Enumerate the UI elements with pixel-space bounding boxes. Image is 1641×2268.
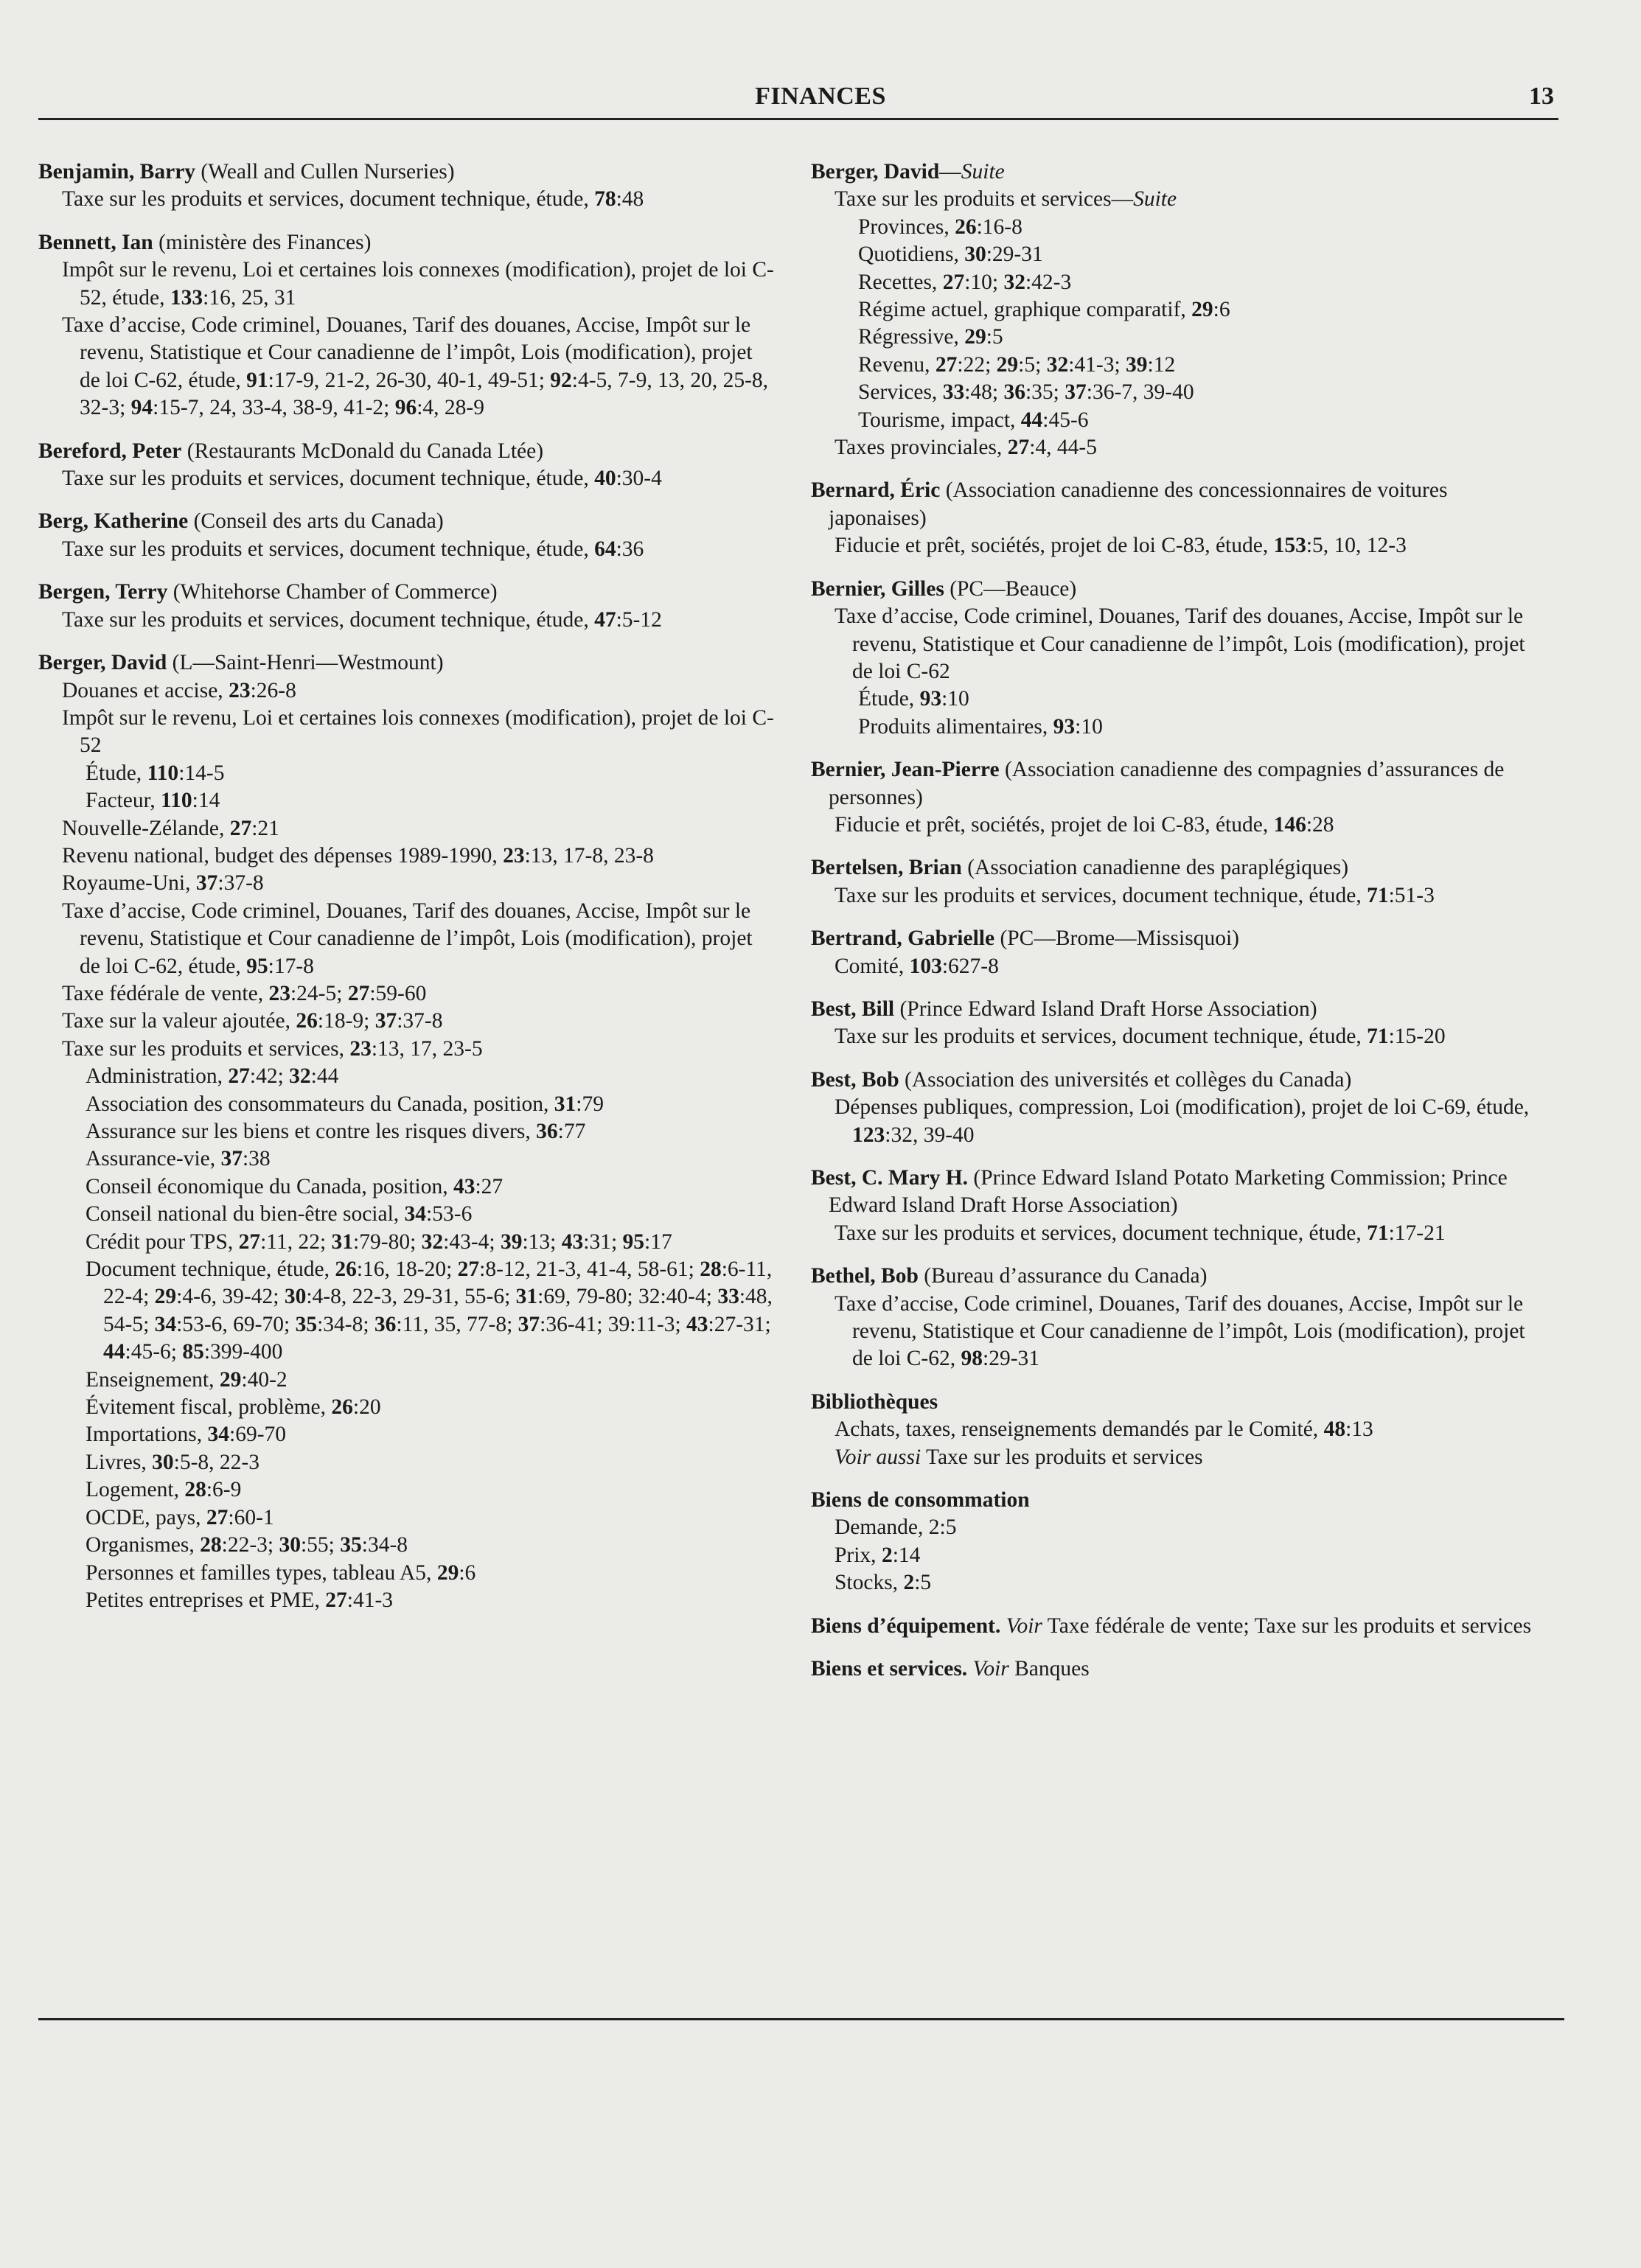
entry-heading	[38, 508, 776, 535]
entry-affiliation: (Weall and Cullen Nurseries)	[195, 160, 455, 184]
entry-heading	[811, 996, 1548, 1023]
index-entry	[38, 438, 776, 493]
sub-subentry: Régressive, 29:5	[858, 325, 1003, 349]
index-entry	[811, 996, 1548, 1051]
entry-affiliation: (Restaurants McDonald du Canada Ltée)	[181, 439, 544, 463]
sub-subentry: Document technique, étude, 26:16, 18-20; 27:8-12, 21-3, 41-4, 58-61; 28:6-11, 22-4; 29:4-6, 39-42; 30:4-8, 22-3, 29-31, 55-6; 31:69, 79-80; 32:40-4; 33:48, 54-5; 34:53-6, 69-70; 35:34-8; 36:11, 35, 77-8; 37:36-41; 39:11-3; 43:27-31; 44:45-6; 85:399-400	[86, 1257, 773, 1364]
index-entry	[38, 649, 776, 1614]
sub-subentry: Revenu, 27:22; 29:5; 32:41-3; 39:12	[858, 352, 1176, 377]
index-entry	[811, 756, 1548, 839]
subentry: Taxe sur les produits et services, 23:13, 17, 23-5	[62, 1036, 483, 1061]
entry-heading	[811, 1263, 1548, 1290]
sub-subentry: Étude, 93:10	[858, 687, 969, 711]
entry-name: Bertelsen, Brian	[811, 856, 962, 880]
index-entry	[811, 1067, 1548, 1149]
sub-subentry: Association des consommateurs du Canada, position, 31:79	[86, 1092, 604, 1116]
entry-affiliation: (Whitehorse Chamber of Commerce)	[167, 580, 498, 604]
subentry: Taxe d’accise, Code criminel, Douanes, Tarif des douanes, Accise, Impôt sur le revenu, Statistique et Cour canadienne de l’impôt, Lois (modification), projet de loi C-62	[835, 604, 1525, 683]
index-entry	[811, 158, 1548, 461]
subentry: Taxe sur les produits et services, document technique, étude, 71:17-21	[835, 1221, 1446, 1245]
sub-subentry: Assurance sur les biens et contre les risques divers, 36:77	[86, 1120, 586, 1143]
entry-heading	[811, 756, 1548, 812]
sub-subentry: Petites entreprises et PME, 27:41-3	[86, 1588, 394, 1612]
subentry: Dépenses publiques, compression, Loi (modification), projet de loi C-69, étude, 123:32, 39-40	[835, 1095, 1530, 1147]
entry-affiliation: (Prince Edward Island Potato Marketing Commission; Prince Edward Island Draft Horse Association)	[829, 1166, 1508, 1218]
sub-subentry: Produits alimentaires, 93:10	[858, 714, 1103, 739]
entry-name: Best, Bill	[811, 997, 895, 1021]
entry-affiliation: (PC—Brome—Missisquoi)	[994, 927, 1239, 951]
subentry: Royaume-Uni, 37:37-8	[62, 871, 264, 896]
entry-heading	[38, 649, 776, 677]
subentry: Impôt sur le revenu, Loi et certaines lois connexes (modification), projet de loi C-52, étude, 133:16, 25, 31	[62, 258, 774, 310]
entry-affiliation: (ministère des Finances)	[153, 230, 372, 254]
subentry: Taxe d’accise, Code criminel, Douanes, Tarif des douanes, Accise, Impôt sur le revenu, Statistique et Cour canadienne de l’impôt, Lois (modification), projet de loi C-62, 98:29-31	[835, 1291, 1525, 1371]
index-entry	[38, 158, 776, 214]
subentry: Revenu national, budget des dépenses 1989-1990, 23:13, 17-8, 23-8	[62, 843, 654, 868]
sub-subentry: Services, 33:48; 36:35; 37:36-7, 39-40	[858, 380, 1194, 405]
page-number: 13	[1529, 83, 1554, 110]
subentry: Fiducie et prêt, sociétés, projet de loi C-83, étude, 153:5, 10, 12-3	[835, 534, 1407, 558]
entry-name: Best, Bob	[811, 1067, 899, 1092]
sub-subentry: OCDE, pays, 27:60-1	[86, 1505, 274, 1529]
entry-heading	[811, 1655, 1548, 1683]
sub-subentry: Conseil économique du Canada, position, 43:27	[86, 1174, 504, 1198]
subentry: Taxe sur la valeur ajoutée, 26:18-9; 37:37-8	[62, 1009, 443, 1033]
entry-heading	[38, 579, 776, 606]
sub-subentry: Étude, 110:14-5	[86, 761, 225, 785]
footer-rule	[38, 2018, 1564, 2020]
entry-heading	[811, 1165, 1548, 1220]
entry-name: Bethel, Bob	[811, 1264, 919, 1288]
entry-name: Bernard, Éric	[811, 478, 941, 503]
entry-heading	[811, 925, 1548, 952]
entry-heading	[38, 438, 776, 465]
entry-name: Biens et services.	[811, 1657, 968, 1681]
entry-affiliation: Voir Banques	[972, 1657, 1090, 1681]
sub-subentry: Importations, 34:69-70	[86, 1423, 287, 1447]
subentry: Prix, 2:14	[835, 1543, 921, 1567]
index-entry	[811, 477, 1548, 559]
entry-name: Bennett, Ian	[38, 230, 153, 254]
subentry: Taxe fédérale de vente, 23:24-5; 27:59-60	[62, 981, 427, 1005]
entry-heading	[811, 1067, 1548, 1094]
sub-subentry: Tourisme, impact, 44:45-6	[858, 408, 1089, 432]
entry-affiliation: (Association canadienne des paraplégiques)	[961, 856, 1349, 880]
sub-subentry: Logement, 28:6-9	[86, 1478, 242, 1502]
entry-heading	[811, 1389, 1548, 1416]
sub-subentry: Quotidiens, 30:29-31	[858, 242, 1043, 267]
subentry: Demande, 2:5	[835, 1515, 957, 1540]
sub-subentry: Assurance-vie, 37:38	[86, 1147, 271, 1171]
sub-subentry: Crédit pour TPS, 27:11, 22; 31:79-80; 32:43-4; 39:13; 43:31; 95:17	[86, 1229, 672, 1254]
subentry: Taxe sur les produits et services, document technique, étude, 40:30-4	[62, 467, 662, 491]
subentry: Taxe sur les produits et services, document technique, étude, 71:51-3	[835, 883, 1435, 907]
subentry: Nouvelle-Zélande, 27:21	[62, 816, 279, 840]
entry-name: Bergen, Terry	[38, 580, 168, 604]
entry-heading	[811, 854, 1548, 882]
entry-affiliation: (L—Saint-Henri—Westmount)	[167, 651, 444, 675]
entry-affiliation: (Association canadienne des compagnies d’assurances de personnes)	[829, 758, 1505, 809]
entry-heading	[38, 158, 776, 186]
subentry: Impôt sur le revenu, Loi et certaines lois connexes (modification), projet de loi C-52	[62, 705, 774, 758]
subentry: Taxe d’accise, Code criminel, Douanes, Tarif des douanes, Accise, Impôt sur le revenu, Statistique et Cour canadienne de l’impôt, Lois (modification), projet de loi C-62, étude, 91:17-9, 21-2, 26-30, 40-1, 49-51; 92:4-5, 7-9, 13, 20, 25-8, 32-3; 94:15-7, 24, 33-4, 38-9, 41-2; 96:4, 28-9	[62, 313, 769, 420]
right-column	[811, 158, 1548, 1699]
sub-subentry: Évitement fiscal, problème, 26:20	[86, 1395, 381, 1420]
left-column	[38, 158, 776, 1630]
entry-name: Berger, David	[38, 651, 167, 675]
entry-affiliation: (PC—Beauce)	[944, 576, 1077, 601]
subentry: Taxes provinciales, 27:4, 44-5	[835, 436, 1097, 460]
header-rule	[38, 118, 1558, 120]
index-entry	[811, 1165, 1548, 1247]
entry-affiliation: (Prince Edward Island Draft Horse Association)	[894, 997, 1317, 1021]
index-entry	[811, 1655, 1548, 1683]
subentry: Achats, taxes, renseignements demandés par le Comité, 48:13	[835, 1417, 1373, 1442]
index-entry	[38, 229, 776, 422]
entry-heading	[38, 229, 776, 257]
entry-affiliation: (Association des universités et collèges du Canada)	[899, 1067, 1352, 1092]
entry-heading	[811, 576, 1548, 603]
subentry: Taxe sur les produits et services, document technique, étude, 78:48	[62, 187, 644, 212]
entry-name: Bertrand, Gabrielle	[811, 927, 995, 951]
index-entry	[811, 576, 1548, 741]
sub-subentry: Recettes, 27:10; 32:42-3	[858, 270, 1072, 294]
entry-affiliation: Voir Taxe fédérale de vente; Taxe sur les produits et services	[1006, 1613, 1532, 1638]
sub-subentry: Provinces, 26:16-8	[858, 214, 1022, 239]
subentry: Fiducie et prêt, sociétés, projet de loi C-83, étude, 146:28	[835, 812, 1334, 837]
sub-subentry: Personnes et familles types, tableau A5, 29:6	[86, 1560, 476, 1585]
subentry: Taxe sur les produits et services, document technique, étude, 71:15-20	[835, 1025, 1446, 1049]
entry-name: Bernier, Gilles	[811, 576, 944, 601]
sub-subentry: Facteur, 110:14	[86, 789, 220, 813]
entry-affiliation: —Suite	[939, 160, 1005, 184]
index-entry	[811, 1389, 1548, 1471]
entry-name: Best, C. Mary H.	[811, 1166, 969, 1190]
subentry: Taxe sur les produits et services, document technique, étude, 64:36	[62, 537, 644, 561]
entry-heading	[811, 158, 1548, 186]
subentry: Comité, 103:627-8	[835, 954, 999, 978]
subentry: Taxe sur les produits et services, document technique, étude, 47:5-12	[62, 607, 662, 632]
entry-name: Biens de consommation	[811, 1488, 1030, 1512]
entry-name: Benjamin, Barry	[38, 160, 196, 184]
entry-name: Berg, Katherine	[38, 509, 189, 534]
subentry: Stocks, 2:5	[835, 1571, 932, 1595]
entry-name: Biens d’équipement.	[811, 1613, 1001, 1638]
index-entry	[811, 925, 1548, 980]
subentry: Taxe sur les produits et services—Suite	[835, 187, 1177, 212]
sub-subentry: Enseignement, 29:40-2	[86, 1367, 288, 1392]
subentry: Douanes et accise, 23:26-8	[62, 678, 296, 702]
sub-subentry: Organismes, 28:22-3; 30:55; 35:34-8	[86, 1533, 408, 1557]
running-title: FINANCES	[755, 83, 886, 110]
index-entry	[38, 508, 776, 563]
entry-heading	[811, 1613, 1548, 1640]
index-entry	[811, 1613, 1548, 1640]
entry-affiliation: (Conseil des arts du Canada)	[188, 509, 444, 534]
subentry: Taxe d’accise, Code criminel, Douanes, Tarif des douanes, Accise, Impôt sur le revenu, Statistique et Cour canadienne de l’impôt, Lois (modification), projet de loi C-62, étude, 95:17-8	[62, 899, 753, 978]
index-entry	[38, 579, 776, 634]
entry-affiliation: (Association canadienne des concessionnaires de voitures japonaises)	[829, 478, 1448, 530]
index-entry	[811, 1263, 1548, 1373]
entry-name: Berger, David	[811, 160, 940, 184]
subentry: Voir aussi Taxe sur les produits et services	[835, 1445, 1203, 1469]
entry-name: Bibliothèques	[811, 1389, 938, 1414]
sub-subentry: Administration, 27:42; 32:44	[86, 1064, 339, 1089]
entry-name: Bernier, Jean-Pierre	[811, 758, 1000, 782]
index-entry	[811, 1487, 1548, 1597]
index-entry	[811, 854, 1548, 910]
entry-name: Bereford, Peter	[38, 439, 182, 463]
sub-subentry: Régime actuel, graphique comparatif, 29:6	[858, 298, 1230, 322]
entry-affiliation: (Bureau d’assurance du Canada)	[918, 1264, 1208, 1288]
sub-subentry: Livres, 30:5-8, 22-3	[86, 1450, 259, 1474]
entry-heading	[811, 477, 1548, 532]
sub-subentry: Conseil national du bien-être social, 34:53-6	[86, 1202, 473, 1227]
entry-heading	[811, 1487, 1548, 1514]
